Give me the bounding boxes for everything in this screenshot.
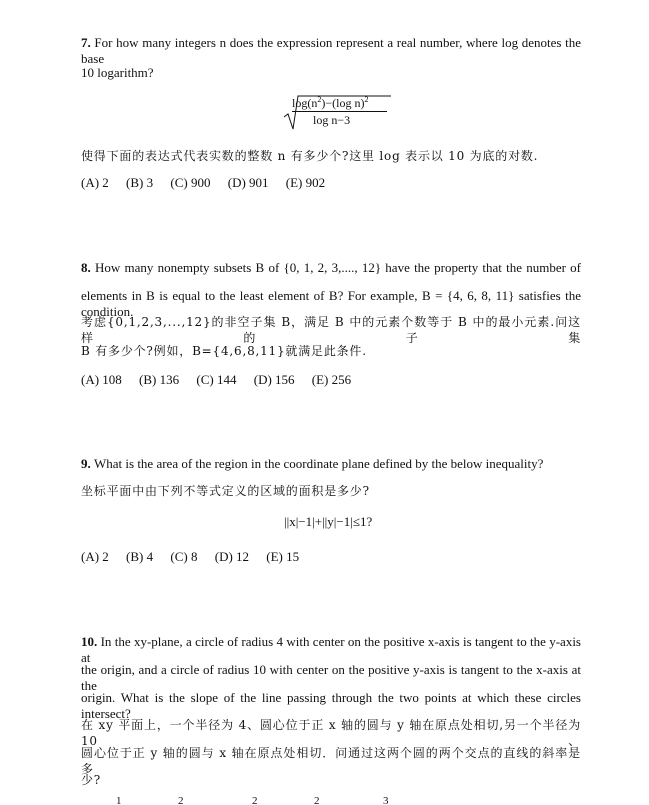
problem-8-choices bbox=[81, 372, 365, 388]
problem-7-text-1: For how many integers n does the expression represent a real number, where log denotes the base bbox=[81, 35, 581, 66]
problem-7-text-2: 10 logarithm? bbox=[81, 65, 154, 80]
partial-numerator: 2 bbox=[178, 797, 184, 805]
problem-9-text-1: What is the area of the region in the coordinate plane defined by the below inequality? bbox=[94, 456, 544, 471]
partial-numerator: 2 bbox=[252, 797, 258, 805]
choice-e: (E) 902 bbox=[285, 175, 326, 190]
problem-7-number: 7. bbox=[81, 35, 95, 50]
choice-e: (E) 256 bbox=[311, 372, 352, 387]
problem-10-chinese-3: 少? bbox=[81, 773, 102, 787]
problem-10-text-2: the origin, and a circle of radius 10 with center on the positive y-axis is tangent to the x-axis at the bbox=[81, 662, 581, 693]
problem-9-chinese: 坐标平面中由下列不等式定义的区域的面积是多少? bbox=[81, 484, 370, 498]
problem-7-line-1 bbox=[81, 35, 581, 67]
problem-10-number: 10. bbox=[81, 634, 101, 649]
choice-b: (B) 136 bbox=[139, 372, 180, 387]
problem-8-text-2: elements in B is equal to the least element of B? For example, B = {4, 6, 8, 11} satisfies the condition. bbox=[81, 288, 581, 319]
problem-10-choices-partial bbox=[0, 797, 649, 805]
choice-d: (D) 901 bbox=[227, 175, 269, 190]
choice-b: (B) 3 bbox=[126, 175, 154, 190]
choice-c: (C) 900 bbox=[170, 175, 211, 190]
problem-8-chinese-2: B 有多少个?例如，B={4,6,8,11}就满足此条件. bbox=[81, 344, 367, 358]
problem-9-number: 9. bbox=[81, 456, 94, 471]
choice-a: (A) 108 bbox=[81, 372, 122, 387]
formula-denominator: log n−3 bbox=[313, 113, 351, 127]
choice-a: (A) 2 bbox=[81, 175, 109, 190]
problem-10-chinese-2: 圆心位于正 y 轴的圆与 x 轴在原点处相切．问通过这两个圆的两个交点的直线的斜率是多 bbox=[81, 746, 581, 776]
problem-9-formula: ||x|−1|+||y|−1|≤1? bbox=[284, 514, 373, 529]
problem-9-choices bbox=[81, 549, 313, 565]
partial-numerator: 1 bbox=[116, 797, 122, 805]
problem-8-chinese-1: 考虑{0,1,2,3,...,12}的非空子集 B，满足 B 中的元素个数等于 B 中的最小元素.问这样的子集 bbox=[81, 315, 581, 345]
problem-7-chinese: 使得下面的表达式代表实数的整数 n 有多少个?这里 log 表示以 10 为底的对数. bbox=[81, 149, 539, 163]
problem-10-text-3: origin. What is the slope of the line passing through the two points at which these circles intersect? bbox=[81, 690, 581, 721]
choice-d: (D) 156 bbox=[253, 372, 295, 387]
partial-numerator: 2 bbox=[314, 797, 320, 805]
choice-e: (E) 15 bbox=[266, 549, 300, 564]
problem-8-text-1: How many nonempty subsets B of {0, 1, 2, 3,...., 12} have the property that the number of bbox=[94, 260, 581, 275]
problem-8-number: 8. bbox=[81, 260, 95, 275]
choice-c: (C) 144 bbox=[196, 372, 237, 387]
formula-numerator: $\log(n^2)-(\log$ n)$^2$ bbox=[292, 95, 369, 110]
problem-10-text-1: In the xy-plane, a circle of radius 4 with center on the positive x-axis is tangent to the y-axis at bbox=[81, 634, 581, 665]
choice-d: (D) 12 bbox=[214, 549, 250, 564]
choice-a: (A) 2 bbox=[81, 549, 109, 564]
problem-7-choices bbox=[81, 175, 339, 191]
problem-10-chinese-1: 在 xy 平面上，一个半径为 4、圆心位于正 x 轴的圆与 y 轴在原点处相切,另一个半径为 10、 bbox=[81, 718, 581, 748]
problem-9-line-1 bbox=[81, 456, 543, 472]
choice-b: (B) 4 bbox=[126, 549, 154, 564]
choice-c: (C) 8 bbox=[170, 549, 198, 564]
partial-numerator: 3 bbox=[383, 797, 389, 805]
fraction-bar bbox=[292, 111, 387, 112]
problem-8-line-1 bbox=[81, 260, 581, 276]
